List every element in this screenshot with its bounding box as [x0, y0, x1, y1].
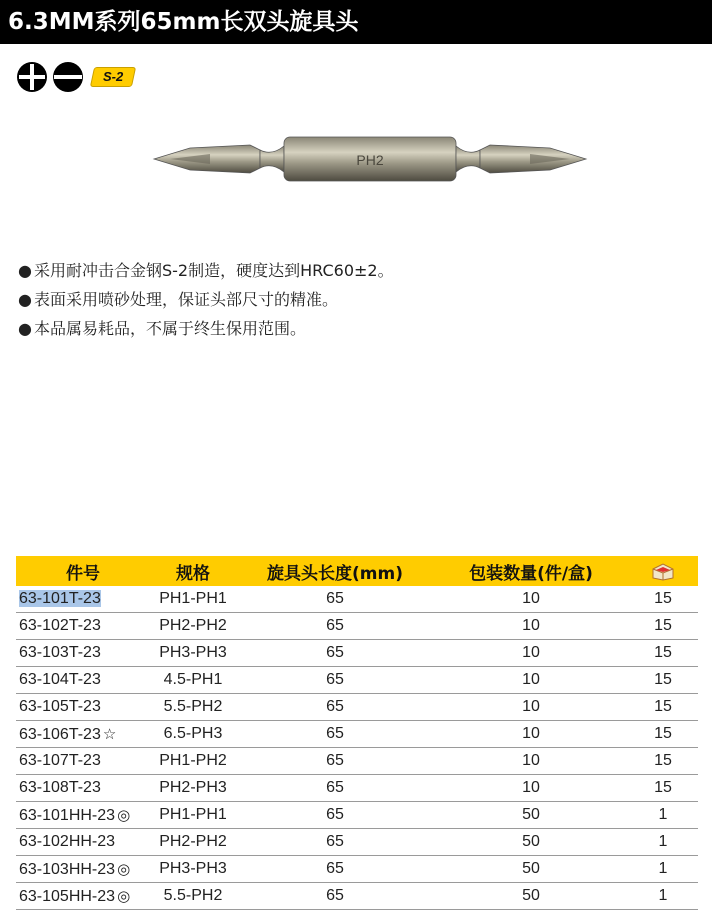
table-row: [16, 640, 698, 667]
cell-part-no: [16, 829, 150, 856]
cell-pack-qty: 10: [434, 721, 628, 748]
cell-pack-qty: 10: [434, 640, 628, 667]
cell-length: 65: [236, 775, 434, 802]
part-number: 63-101HH-23: [19, 806, 116, 824]
table-row: [16, 586, 698, 613]
bit-engraving: PH2: [356, 152, 384, 168]
part-number: 63-105HH-23: [19, 887, 116, 905]
header-length: 旋具头长度(mm): [236, 556, 434, 586]
cell-box-qty: 15: [628, 721, 698, 748]
table-row: [16, 721, 698, 748]
cell-spec: PH1-PH2: [150, 748, 236, 775]
cell-spec: 5.5-PH2: [150, 883, 236, 910]
cell-box-qty: 15: [628, 667, 698, 694]
box-icon: [650, 561, 676, 581]
cell-length: 65: [236, 613, 434, 640]
part-number: 63-101T-23: [19, 590, 101, 607]
header-spec: 规格: [150, 556, 236, 586]
cell-part-no: [16, 667, 150, 694]
feature-item: ● 采用耐冲击合金钢S-2制造，硬度达到HRC60±2。: [18, 261, 394, 280]
cell-spec: 4.5-PH1: [150, 667, 236, 694]
part-number: 63-106T-23: [19, 725, 101, 743]
cell-length: 65: [236, 829, 434, 856]
cell-pack-qty: 50: [434, 856, 628, 883]
cell-length: 65: [236, 586, 434, 613]
part-number: 63-108T-23: [19, 779, 101, 796]
part-number: 63-107T-23: [19, 752, 101, 769]
cell-length: 65: [236, 883, 434, 910]
cell-pack-qty: 50: [434, 829, 628, 856]
cell-pack-qty: 50: [434, 802, 628, 829]
table-row: [16, 856, 698, 883]
header-pack-qty: 包装数量(件/盒): [434, 556, 628, 586]
part-number: 63-102HH-23: [19, 833, 116, 850]
phillips-tip-icon: [16, 61, 48, 93]
cell-spec: PH2-PH2: [150, 829, 236, 856]
cell-pack-qty: 10: [434, 586, 628, 613]
part-number: 63-103HH-23: [19, 860, 116, 878]
cell-pack-qty: 50: [434, 883, 628, 910]
cell-box-qty: 1: [628, 856, 698, 883]
cell-box-qty: 15: [628, 694, 698, 721]
header-box-qty: [628, 556, 698, 586]
cell-part-no: [16, 856, 150, 883]
table-row: [16, 775, 698, 802]
cell-pack-qty: 10: [434, 667, 628, 694]
cell-pack-qty: 10: [434, 748, 628, 775]
tip-type-icons: [16, 60, 134, 94]
cell-length: 65: [236, 856, 434, 883]
part-number: 63-105T-23: [19, 698, 101, 715]
cell-length: 65: [236, 694, 434, 721]
table-row: [16, 829, 698, 856]
cell-part-no: [16, 802, 150, 829]
cell-pack-qty: 10: [434, 694, 628, 721]
cell-box-qty: 15: [628, 748, 698, 775]
table-row: [16, 748, 698, 775]
table-row: [16, 613, 698, 640]
cell-spec: PH3-PH3: [150, 640, 236, 667]
cell-length: 65: [236, 640, 434, 667]
material-badge: S-2: [90, 67, 136, 87]
cell-pack-qty: 10: [434, 775, 628, 802]
table-header-row: [16, 556, 698, 586]
part-mark: ◎: [117, 887, 131, 905]
cell-spec: 6.5-PH3: [150, 721, 236, 748]
cell-length: 65: [236, 721, 434, 748]
cell-box-qty: 15: [628, 613, 698, 640]
table-row: [16, 667, 698, 694]
part-number: 63-103T-23: [19, 644, 101, 661]
double-end-bit-image: [150, 128, 590, 190]
cell-pack-qty: 10: [434, 613, 628, 640]
part-mark: ☆: [102, 725, 117, 743]
cell-part-no: [16, 694, 150, 721]
part-number: 63-104T-23: [19, 671, 101, 688]
cell-spec: PH1-PH1: [150, 802, 236, 829]
cell-part-no: [16, 721, 150, 748]
part-mark: ◎: [117, 806, 131, 824]
table-row: [16, 802, 698, 829]
cell-part-no: [16, 748, 150, 775]
cell-spec: 5.5-PH2: [150, 694, 236, 721]
cell-spec: PH2-PH2: [150, 613, 236, 640]
cell-box-qty: 1: [628, 802, 698, 829]
table-row: [16, 694, 698, 721]
feature-list: [18, 256, 394, 343]
cell-length: 65: [236, 748, 434, 775]
spec-table: [16, 556, 698, 910]
cell-part-no: [16, 640, 150, 667]
cell-length: 65: [236, 667, 434, 694]
cell-length: 65: [236, 802, 434, 829]
cell-spec: PH2-PH3: [150, 775, 236, 802]
cell-box-qty: 1: [628, 829, 698, 856]
cell-spec: PH1-PH1: [150, 586, 236, 613]
cell-part-no: [16, 883, 150, 910]
cell-box-qty: 15: [628, 586, 698, 613]
part-mark: ◎: [117, 860, 131, 878]
cell-part-no: [16, 586, 150, 613]
cell-box-qty: 1: [628, 883, 698, 910]
feature-item: ● 本品属易耗品，不属于终生保用范围。: [18, 319, 307, 338]
feature-item: ● 表面采用喷砂处理，保证头部尺寸的精准。: [18, 290, 339, 309]
cell-box-qty: 15: [628, 640, 698, 667]
cell-part-no: [16, 613, 150, 640]
part-number: 63-102T-23: [19, 617, 101, 634]
cell-spec: PH3-PH3: [150, 856, 236, 883]
cell-box-qty: 15: [628, 775, 698, 802]
slotted-tip-icon: [52, 61, 84, 93]
header-part-no: 件号: [16, 556, 150, 586]
cell-part-no: [16, 775, 150, 802]
table-row: [16, 883, 698, 910]
page-title: 6.3MM系列65mm长双头旋具头: [0, 0, 712, 44]
